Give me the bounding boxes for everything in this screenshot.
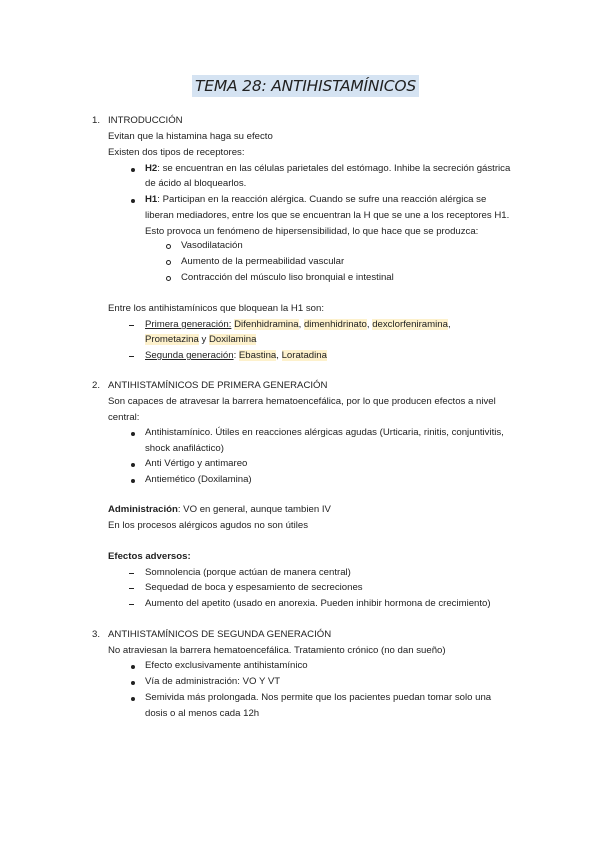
section-heading: ANTIHISTAMÍNICOS DE PRIMERA GENERACIÓN — [108, 380, 328, 391]
sub-list-item: Contracción del músculo liso bronquial e intestinal — [181, 272, 394, 283]
section-heading: INTRODUCCIÓN — [108, 115, 183, 126]
section-heading: ANTIHISTAMÍNICOS DE SEGUNDA GENERACIÓN — [108, 629, 332, 640]
paragraph: Son capaces de atravesar la barrera hematoencefálica, por lo que producen efectos a nivel — [108, 396, 496, 407]
dash-icon — [129, 604, 134, 605]
list-item: Antiemético (Doxilamina) — [145, 474, 252, 485]
bullet-icon — [131, 697, 135, 701]
section-number: 3. — [92, 629, 101, 640]
paragraph: Evitan que la histamina haga su efecto — [108, 131, 273, 142]
list-item-continuation: dosis o al menos cada 12h — [145, 708, 260, 719]
dash-icon — [129, 588, 134, 589]
list-item: Antihistamínico. Útiles en reacciones alérgicas agudas (Urticaria, rinitis, conjuntivitis, — [145, 427, 504, 438]
drug-name: Ebastina — [238, 350, 277, 361]
adverse-label: Efectos adversos: — [108, 551, 191, 562]
drug-name: dexclorfeniramina — [372, 319, 448, 330]
dash-icon — [129, 573, 134, 574]
paragraph: central: — [108, 412, 140, 423]
paragraph — [108, 503, 331, 517]
conjunction: y — [201, 334, 207, 345]
paragraph: Existen dos tipos de receptores: — [108, 147, 245, 158]
paragraph: En los procesos alérgicos agudos no son útiles — [108, 520, 308, 531]
circle-bullet-icon — [166, 244, 171, 249]
bullet-icon — [131, 168, 135, 172]
list-item-continuation: de ácido al bloquearlos. — [145, 178, 247, 189]
drug-name: Loratadina — [281, 350, 327, 361]
section-number: 2. — [92, 380, 101, 391]
list-item: Segunda generación: Ebastina, Loratadina — [145, 350, 327, 361]
sub-list-item: Vasodilatación — [181, 240, 243, 251]
bullet-icon — [131, 463, 135, 467]
gen-label: Primera generación: — [145, 319, 232, 330]
bullet-icon — [131, 199, 135, 203]
list-item-continuation: shock anafiláctico) — [145, 443, 224, 454]
list-item-continuation — [145, 333, 256, 347]
paragraph: Entre los antihistamínicos que bloquean la H1 son: — [108, 303, 324, 314]
dash-icon — [129, 325, 134, 326]
drug-name: dimenhidrinato — [303, 319, 367, 330]
list-item: Sequedad de boca y espesamiento de secreciones — [145, 582, 363, 593]
list-item: Primera generación: Difenhidramina, dimenhidrinato, dexclorfeniramina, — [145, 319, 451, 330]
list-item: Semivida más prolongada. Nos permite que los pacientes puedan tomar solo una — [145, 692, 492, 703]
circle-bullet-icon — [166, 276, 171, 281]
drug-name: Difenhidramina — [234, 319, 299, 330]
list-item-continuation: liberan mediadores, entre los que se encuentran la H que se une a los receptores H1. — [145, 210, 510, 221]
bullet-icon — [131, 432, 135, 436]
list-item: Efecto exclusivamente antihistamínico — [145, 660, 308, 671]
list-item — [145, 193, 486, 207]
bullet-icon — [131, 681, 135, 685]
list-item: Somnolencia (porque actúan de manera central) — [145, 567, 351, 578]
term-text: : Participan en la reacción alérgica. Cuando se sufre una reacción alérgica se — [157, 194, 487, 205]
page-title: TEMA 28: ANTIHISTAMÍNICOS — [192, 75, 419, 97]
circle-bullet-icon — [166, 260, 171, 265]
section-number: 1. — [92, 115, 101, 126]
gen-label: Segunda generación — [145, 350, 234, 361]
sub-list-item: Aumento de la permeabilidad vascular — [181, 256, 345, 267]
term-label: H2 — [145, 163, 158, 174]
subheading — [108, 550, 191, 564]
paragraph: No atraviesan la barrera hematoencefálica. Tratamiento crónico (no dan sueño) — [108, 645, 446, 656]
bullet-icon — [131, 479, 135, 483]
list-item — [145, 162, 510, 176]
term-label: H1 — [145, 194, 158, 205]
admin-label: Administración — [108, 504, 178, 515]
term-text: : se encuentran en las células parietales del estómago. Inhibe la secreción gástrica — [157, 163, 511, 174]
list-item: Vía de administración: VO Y VT — [145, 676, 281, 687]
drug-name: Prometazina — [145, 334, 199, 345]
list-item: Anti Vértigo y antimareo — [145, 458, 248, 469]
list-item-continuation: Esto provoca un fenómeno de hipersensibilidad, lo que hace que se produzca: — [145, 226, 479, 237]
admin-text: : VO en general, aunque tambien IV — [177, 504, 331, 515]
bullet-icon — [131, 665, 135, 669]
dash-icon — [129, 356, 134, 357]
list-item: Aumento del apetito (usado en anorexia. Pueden inhibir hormona de crecimiento) — [145, 598, 491, 609]
drug-name: Doxilamina — [209, 334, 257, 345]
